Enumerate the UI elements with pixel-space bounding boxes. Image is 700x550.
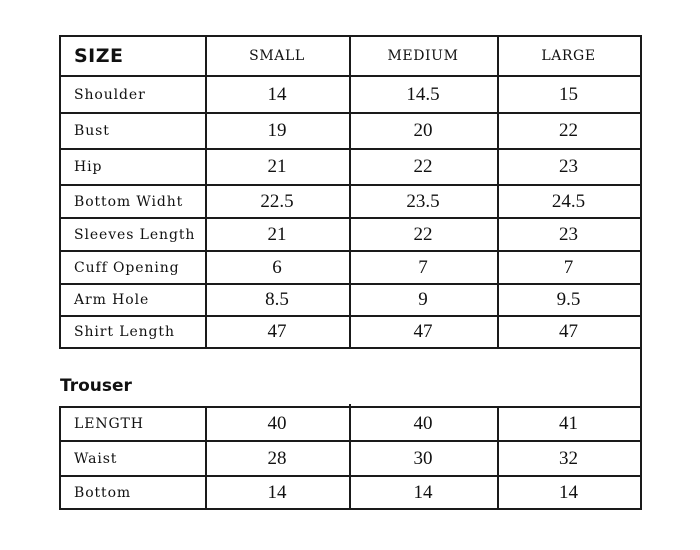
cell-value: 22.5 <box>260 190 294 212</box>
cell-value: 24.5 <box>551 190 586 212</box>
cell-value: 21 <box>267 156 287 177</box>
row-label: LENGTH <box>74 416 144 432</box>
cell-value: 22 <box>413 223 433 245</box>
row-label: Shoulder <box>74 86 146 103</box>
cell-value: 14 <box>267 83 287 105</box>
cell-value: 14 <box>413 481 433 503</box>
row-label: Cuff Opening <box>74 259 180 276</box>
size-header: SIZE <box>74 45 124 67</box>
trouser-title: Trouser <box>60 376 132 396</box>
cell-value: 30 <box>413 447 433 469</box>
cell-value: 9 <box>418 289 428 310</box>
column-header-medium: MEDIUM <box>387 48 459 64</box>
column-header-small: SMALL <box>249 48 305 64</box>
cell-value: 23 <box>559 223 578 245</box>
cell-value: 21 <box>267 223 287 245</box>
cell-value: 41 <box>559 413 578 434</box>
cell-value: 22 <box>413 156 433 177</box>
cell-value: 32 <box>559 447 578 469</box>
row-label: Bottom Widht <box>74 193 184 210</box>
cell-value: 20 <box>413 120 433 141</box>
cell-value: 7 <box>563 256 574 278</box>
cell-value: 22 <box>559 120 578 141</box>
row-label: Hip <box>74 159 103 175</box>
row-label: Arm Hole <box>74 292 150 308</box>
cell-value: 14.5 <box>406 83 440 105</box>
cell-value: 6 <box>272 256 282 278</box>
cell-value: 40 <box>267 413 287 434</box>
row-label: Bust <box>74 123 110 139</box>
cell-value: 47 <box>267 321 287 342</box>
cell-value: 9.5 <box>556 289 581 310</box>
cell-value: 14 <box>559 481 578 503</box>
cell-value: 8.5 <box>265 289 289 310</box>
cell-value: 47 <box>413 321 433 342</box>
cell-value: 28 <box>267 447 287 469</box>
cell-value: 14 <box>267 481 287 503</box>
cell-value: 40 <box>413 413 433 434</box>
row-label: Shirt Length <box>74 324 175 340</box>
row-label: Bottom <box>74 484 132 501</box>
outer-right-border <box>640 35 642 510</box>
cell-value: 47 <box>559 321 578 342</box>
column-header-large: LARGE <box>541 48 596 64</box>
cell-value: 23.5 <box>406 190 440 212</box>
cell-value: 19 <box>267 120 287 141</box>
cell-value: 23 <box>559 156 578 177</box>
cell-value: 15 <box>559 83 578 105</box>
cell-value: 7 <box>418 256 428 278</box>
row-label: Waist <box>74 450 118 467</box>
row-label: Sleeves Length <box>74 226 196 243</box>
